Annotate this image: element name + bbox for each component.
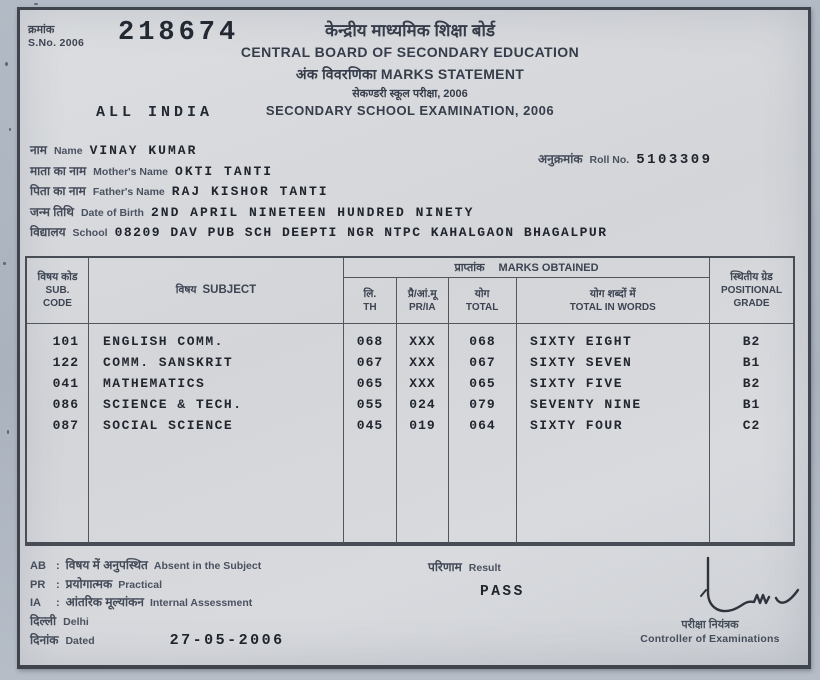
legend-english: Internal Assessment: [149, 597, 253, 609]
document-title: [175, 63, 645, 86]
column-practical-ia-marks: [397, 324, 449, 543]
legend-abbr: AB: [30, 560, 46, 572]
practical-header-hindi: प्रै/आं.मू: [407, 287, 437, 300]
theory-marks-cell: 055: [356, 397, 384, 412]
words-header-hindi: योग शब्दों में: [589, 287, 636, 300]
column-sub-codes: [27, 324, 89, 543]
sub-code-header-hindi: विषय कोड: [37, 271, 78, 283]
name-label-english: Name: [53, 145, 83, 157]
practical-marks-cell: 024: [409, 397, 436, 412]
total-marks-cell: 067: [469, 355, 496, 370]
legend-hindi: प्रयोगात्मक: [65, 576, 113, 591]
sub-code-cell: 087: [52, 418, 79, 433]
date-of-birth: 2ND APRIL NINETEEN HUNDRED NINETY: [150, 204, 475, 220]
column-total-in-words: [517, 324, 710, 543]
board-name-hindi: केन्द्रीय माध्यमिक शिक्षा बोर्ड: [325, 21, 495, 40]
practical-header-english: PR/IA: [408, 301, 436, 313]
place-row: [30, 612, 285, 630]
roll-label-hindi: अनुक्रमांक: [538, 152, 583, 166]
dob-label-english: Date of Birth: [80, 206, 144, 219]
column-theory-marks: [344, 324, 397, 543]
practical-marks-cell: 019: [409, 418, 436, 433]
result-block: [428, 558, 525, 600]
total-marks-cell: 068: [469, 334, 496, 349]
total-marks-cell: 065: [469, 376, 496, 391]
signatory-title-english: Controller of Examinations: [640, 633, 780, 645]
practical-marks-cell: XXX: [409, 376, 436, 391]
column-header-grade: [710, 258, 793, 323]
legend-hindi: विषय में अनुपस्थित: [65, 558, 148, 572]
grade-cell: C2: [742, 418, 761, 433]
legend-abbr: IA: [30, 597, 41, 609]
scan-speckle: [7, 430, 9, 434]
sub-code-cell: 086: [52, 397, 79, 412]
school-label-english: School: [72, 227, 108, 239]
sub-code-header-english-2: CODE: [43, 298, 72, 309]
theory-marks-cell: 068: [356, 334, 384, 349]
grade-header-hindi: स्थितीय ग्रेड: [730, 271, 773, 283]
school-row: [30, 223, 790, 244]
total-marks-cell: 064: [469, 418, 496, 433]
legend-row-pr: [30, 575, 285, 594]
sub-code-cell: 041: [52, 376, 79, 391]
legend-row-ab: [30, 556, 285, 575]
practical-marks-cell: XXX: [409, 355, 436, 370]
serial-label-english: S.No. 2006: [28, 37, 85, 49]
subject-cell: ENGLISH COMM.: [103, 334, 224, 349]
theory-marks-cell: 065: [356, 376, 384, 391]
dated-label-hindi: दिनांक: [30, 632, 59, 647]
words-header-english: TOTAL IN WORDS: [569, 301, 656, 313]
total-in-words-cell: SIXTY EIGHT: [530, 334, 633, 349]
result-label-english: Result: [468, 562, 501, 574]
document-title-hindi: अंक विवरणिका: [295, 66, 377, 82]
issue-date: 27-05-2006: [169, 631, 285, 649]
theory-marks-cell: 045: [356, 418, 384, 433]
subject-cell: MATHEMATICS: [103, 376, 206, 391]
total-in-words-cell: SIXTY FOUR: [530, 418, 624, 433]
date-of-birth-row: [30, 203, 790, 224]
sub-code-cell: 101: [52, 334, 79, 349]
practical-marks-cell: XXX: [409, 334, 436, 349]
legend-hindi: आंतरिक मूल्यांकन: [65, 595, 144, 609]
school-label-hindi: विद्यालय: [30, 225, 66, 239]
marks-obtained-group: [344, 258, 710, 323]
serial-block: [28, 22, 84, 49]
roll-number-block: [538, 150, 713, 168]
legend-separator: :: [56, 578, 60, 591]
legend-row-ia: [30, 593, 285, 612]
total-marks-cell: 079: [469, 397, 496, 412]
signature-block: [612, 556, 808, 646]
dated-row: [30, 631, 285, 649]
total-header-english: TOTAL: [465, 301, 499, 313]
subject-cell: SCIENCE & TECH.: [103, 397, 243, 412]
grade-cell: B2: [742, 334, 761, 349]
result-labels: [428, 558, 525, 575]
dob-label-hindi: जन्म तिथि: [30, 204, 74, 219]
signatory-title-hindi: परीक्षा नियंत्रक: [681, 619, 739, 631]
school-name: 08209 DAV PUB SCH DEEPTI NGR NTPC KAHALGAON BHAGALPUR: [114, 225, 608, 240]
column-header-practical-ia: [397, 278, 449, 323]
column-total-marks: [449, 324, 517, 543]
board-name-english: CENTRAL BOARD OF SECONDARY EDUCATION: [240, 44, 580, 60]
subject-cell: COMM. SANSKRIT: [103, 355, 234, 370]
father-label-english: Father's Name: [92, 186, 165, 198]
result-label-hindi: परिणाम: [428, 560, 462, 574]
column-subjects: [89, 324, 344, 543]
grade-cell: B1: [742, 355, 761, 370]
marks-table-body: [27, 324, 793, 543]
sub-code-header-english-1: SUB.: [45, 285, 70, 296]
roll-label-english: Roll No.: [589, 154, 630, 166]
scan-speckle: [34, 3, 38, 5]
mother-label-hindi: माता का नाम: [30, 163, 87, 178]
sub-code-cell: 122: [52, 355, 79, 370]
grade-cell: B1: [742, 397, 761, 412]
total-header-hindi: योग: [474, 287, 490, 300]
grade-header-english-2: GRADE: [733, 298, 770, 309]
mother-label-english: Mother's Name: [93, 165, 169, 178]
father-name: RAJ KISHOR TANTI: [171, 184, 329, 199]
signature-scribble-icon: [620, 556, 800, 618]
document-title-english: MARKS STATEMENT: [380, 66, 525, 82]
column-header-subject: [89, 258, 344, 323]
place-hindi: दिल्ली: [30, 613, 57, 628]
column-header-sub-code: [27, 258, 89, 323]
column-grades: [710, 324, 793, 543]
total-in-words-cell: SEVENTY NINE: [530, 397, 642, 412]
exam-name-hindi: सेकण्डरी स्कूल परीक्षा, 2006: [352, 88, 468, 100]
subject-header-hindi: विषय: [175, 284, 197, 296]
father-name-row: [30, 182, 790, 203]
serial-label-hindi: क्रमांक: [28, 24, 55, 36]
theory-header-hindi: लि.: [363, 287, 377, 300]
marks-obtained-group-title: [344, 258, 709, 278]
marks-table-header: [27, 258, 793, 324]
marks-table: [25, 256, 795, 546]
exam-name-english: SECONDARY SCHOOL EXAMINATION, 2006: [265, 103, 555, 118]
subject-header-english: SUBJECT: [202, 284, 257, 296]
result-value: PASS: [480, 584, 525, 600]
marks-obtained-hindi: प्राप्तांक: [454, 262, 485, 274]
legend-english: Practical: [118, 578, 162, 591]
total-in-words-cell: SIXTY FIVE: [530, 376, 624, 391]
abbreviation-legend: [30, 556, 285, 649]
grade-header-english-1: POSITIONAL: [720, 285, 783, 296]
header-titles: [175, 20, 645, 120]
grade-cell: B2: [742, 376, 761, 391]
marks-sub-headers: [344, 278, 709, 323]
legend-separator: :: [56, 560, 60, 572]
legend-abbr: PR: [30, 578, 46, 591]
candidate-name: VINAY KUMAR: [89, 143, 198, 158]
place-english: Delhi: [63, 615, 89, 628]
mother-name: OKTI TANTI: [175, 163, 274, 179]
name-label-hindi: नाम: [30, 143, 47, 157]
theory-header-english: TH: [363, 301, 377, 313]
subject-cell: SOCIAL SCIENCE: [103, 418, 234, 433]
theory-marks-cell: 067: [356, 355, 384, 370]
scan-speckle: [5, 62, 8, 66]
marks-obtained-english: MARKS OBTAINED: [498, 261, 599, 274]
serial-number: 218674: [118, 18, 240, 48]
region-label: ALL INDIA: [96, 104, 214, 121]
legend-english: Absent in the Subject: [153, 560, 262, 572]
roll-number: 5103309: [636, 152, 713, 168]
scan-speckle: [3, 262, 6, 265]
column-header-total-in-words: [517, 278, 709, 323]
legend-separator: :: [56, 597, 60, 609]
column-header-total: [449, 278, 517, 323]
column-header-theory: [344, 278, 397, 323]
scan-speckle: [9, 128, 11, 131]
dated-label-english: Dated: [65, 634, 95, 647]
father-label-hindi: पिता का नाम: [30, 184, 86, 198]
total-in-words-cell: SIXTY SEVEN: [530, 355, 633, 370]
